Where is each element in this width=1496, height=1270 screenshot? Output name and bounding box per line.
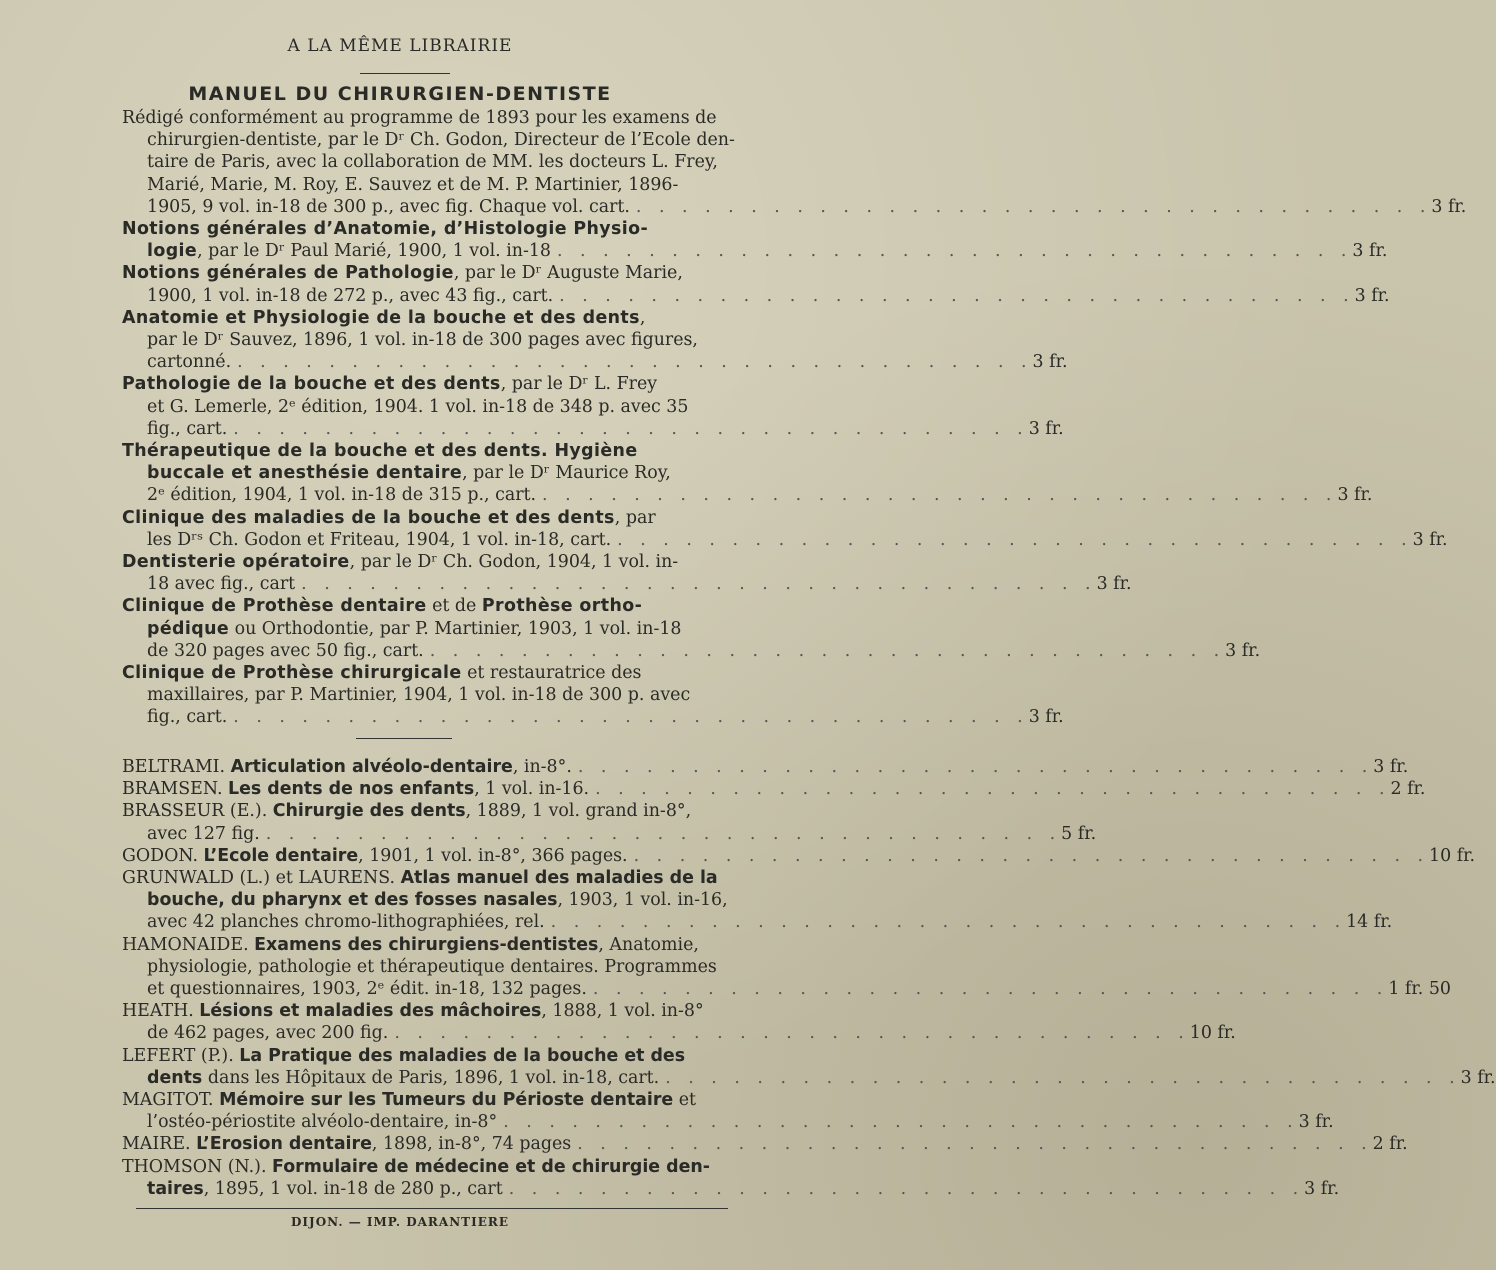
- book-title: Atlas manuel des maladies de la: [400, 868, 718, 889]
- book-details: et questionnaires, 1903, 2ᵉ édit. in-18, 132 pages.: [147, 979, 587, 1000]
- intro-line: Marié, Marie, M. Roy, E. Sauvez et de M. P. Martinier, 1896-: [147, 174, 679, 195]
- volume-details: ,: [639, 307, 646, 328]
- book-entry: BELTRAMI. Articulation alvéolo-dentaire, in-8°. . . . . . . . . . . . . . . . . . . . . . . . . . . . . . . . . . . . 3 fr.: [122, 757, 1409, 777]
- price: 10 fr.: [1429, 845, 1476, 866]
- price: 2 fr.: [1372, 1134, 1408, 1155]
- book-entry: GODON. L’Ecole dentaire, 1901, 1 vol. in-8°, 366 pages. . . . . . . . . . . . . . . . . . . . . . . . . . . . . . . . . . . . 10 fr.: [122, 845, 1476, 866]
- price: 3 fr.: [1337, 485, 1373, 506]
- page-header: A LA MÊME LIBRAIRIE: [287, 36, 513, 56]
- price: 3 fr.: [1225, 640, 1261, 661]
- divider: [136, 1208, 728, 1209]
- volume-details: fig., cart.: [147, 707, 228, 728]
- price: 3 fr.: [1431, 196, 1467, 217]
- volume-title: Notions générales d’Anatomie, d’Histologie Physio-: [122, 219, 649, 240]
- volume-details: 18 avec fig., cart: [147, 574, 296, 595]
- volume-title: buccale et anesthésie dentaire: [147, 463, 463, 484]
- price: 3 fr.: [1028, 707, 1064, 728]
- book-details: physiologie, pathologie et thérapeutique dentaires. Programmes: [147, 956, 717, 977]
- volume-details: et de: [426, 596, 482, 617]
- volume-entry: Notions générales de Pathologie, par le Dʳ Auguste Marie, 1900, 1 vol. in-18 de 272 p., avec 43 fig., cart. . . . . . . . . . . . . . . . . . . . . . . . . . . . . . . . . . . . 3 fr.: [122, 263, 1390, 306]
- book-details: , 1889, 1 vol. grand in-8°,: [465, 801, 692, 822]
- book-author: HAMONAIDE.: [122, 934, 249, 955]
- volume-entry: Pathologie de la bouche et des dents, par le Dʳ L. Frey et G. Lemerle, 2ᵉ édition, 1904. 1 vol. in-18 de 348 p. avec 35 fig., cart. . . . . . . . . . . . . . . . . . . . . . . . . . . . . . . . . . . . 3 fr.: [122, 374, 1064, 439]
- book-entry: HEATH. Lésions et maladies des mâchoires, 1888, 1 vol. in-8° de 462 pages, avec 200 fig. . . . . . . . . . . . . . . . . . . . . . . . . . . . . . . . . . . . 10 fr.: [122, 1001, 1236, 1044]
- printer-imprint: DIJON. — IMP. DARANTIERE: [291, 1215, 509, 1229]
- volume-title: pédique: [147, 618, 230, 639]
- book-details: , 1 vol. in-16.: [474, 779, 590, 800]
- price: 10 fr.: [1189, 1023, 1236, 1044]
- price: 14 fr.: [1346, 912, 1393, 933]
- book-entry: LEFERT (P.). La Pratique des maladies de la bouche et des dents dans les Hôpitaux de Paris, 1896, 1 vol. in-18, cart. . . . . . . . . . . . . . . . . . . . . . . . . . . . . . . . . . . . 3 fr.: [122, 1045, 1496, 1088]
- volume-details: cartonné.: [147, 352, 232, 373]
- book-details: , Anatomie,: [598, 934, 699, 955]
- book-entry: MAGITOT. Mémoire sur les Tumeurs du Périoste dentaire et l’ostéo-périostite alvéolo-dentaire, in-8° . . . . . . . . . . . . . . . . . . . . . . . . . . . . . . . . . . . 3 fr.: [122, 1090, 1334, 1133]
- price: 3 fr.: [1028, 418, 1064, 439]
- book-entry: BRAMSEN. Les dents de nos enfants, 1 vol. in-16. . . . . . . . . . . . . . . . . . . . . . . . . . . . . . . . . . . . 2 fr.: [122, 779, 1426, 800]
- divider: [356, 738, 452, 739]
- book-details: , in-8°.: [512, 757, 572, 777]
- book-author: HEATH.: [122, 1001, 194, 1022]
- volume-entry: Thérapeutique de la bouche et des dents. Hygiène buccale et anesthésie dentaire, par le Dʳ Maurice Roy, 2ᵉ édition, 1904, 1 vol. in-18 de 315 p., cart. . . . . . . . . . . . . . . . . . . . . . . . . . . . . . . . . . . . 3 fr.: [122, 441, 1373, 506]
- other-books-section: [122, 756, 1496, 1200]
- book-details: avec 42 planches chromo-lithographiées, rel.: [147, 912, 545, 933]
- book-title: Les dents de nos enfants: [228, 779, 475, 800]
- book-author: BELTRAMI.: [122, 757, 226, 777]
- book-details: l’ostéo-périostite alvéolo-dentaire, in-8°: [147, 1112, 498, 1133]
- volume-entry: Dentisterie opératoire, par le Dʳ Ch. Godon, 1904, 1 vol. in- 18 avec fig., cart . . . . . . . . . . . . . . . . . . . . . . . . . . . . . . . . . . . 3 fr.: [122, 552, 1132, 595]
- book-details: , 1898, in-8°, 74 pages: [371, 1134, 572, 1155]
- book-entry: MAIRE. L’Erosion dentaire, 1898, in-8°, 74 pages . . . . . . . . . . . . . . . . . . . . . . . . . . . . . . . . . . . 2 fr.: [122, 1134, 1408, 1155]
- book-title: L’Erosion dentaire: [196, 1134, 372, 1155]
- intro-paragraph: [122, 107, 1467, 218]
- book-entry: BRASSEUR (E.). Chirurgie des dents, 1889, 1 vol. grand in-8°, avec 127 fig. . . . . . . . . . . . . . . . . . . . . . . . . . . . . . . . . . . . 5 fr.: [122, 801, 1097, 844]
- book-title: La Pratique des maladies de la bouche et des: [239, 1045, 686, 1066]
- price: 3 fr.: [1460, 1067, 1496, 1088]
- volume-details: de 320 pages avec 50 fig., cart.: [147, 640, 424, 661]
- volume-entry: Clinique des maladies de la bouche et des dents, par les Dʳˢ Ch. Godon et Friteau, 1904, 1 vol. in-18, cart. . . . . . . . . . . . . . . . . . . . . . . . . . . . . . . . . . . . 3 fr.: [122, 507, 1448, 550]
- volume-details: , par le Dʳ Maurice Roy,: [462, 463, 671, 484]
- price: 3 fr.: [1304, 1178, 1340, 1199]
- book-author: MAGITOT.: [122, 1090, 214, 1111]
- book-details: , 1888, 1 vol. in-8°: [541, 1001, 704, 1022]
- price: 3 fr.: [1032, 352, 1068, 373]
- volume-entry: Anatomie et Physiologie de la bouche et des dents, par le Dʳ Sauvez, 1896, 1 vol. in-18 de 300 pages avec figures, cartonné. . . . . . . . . . . . . . . . . . . . . . . . . . . . . . . . . . . . 3 fr.: [122, 307, 1068, 373]
- volume-title: Clinique de Prothèse dentaire: [122, 596, 427, 617]
- volume-details: et restauratrice des: [461, 663, 642, 684]
- intro-line: taire de Paris, avec la collaboration de MM. les docteurs L. Frey,: [147, 152, 718, 173]
- volume-title: Thérapeutique de la bouche et des dents. Hygiène: [122, 441, 638, 462]
- volume-details: , par: [614, 507, 656, 528]
- volume-details: 2ᵉ édition, 1904, 1 vol. in-18 de 315 p., cart.: [147, 485, 537, 506]
- volume-details: ou Orthodontie, par P. Martinier, 1903, 1 vol. in-18: [229, 618, 682, 639]
- intro-line: Rédigé conformément au programme de 1893 pour les examens de: [122, 108, 717, 128]
- book-author: BRASSEUR (E.).: [122, 801, 268, 822]
- price: 3 fr.: [1352, 241, 1388, 262]
- volume-title: Prothèse ortho-: [481, 596, 643, 617]
- manual-section: [122, 107, 1467, 729]
- book-entry: HAMONAIDE. Examens des chirurgiens-dentistes, Anatomie, physiologie, pathologie et thérapeutique dentaires. Programmes et questionnaires, 1903, 2ᵉ édit. in-18, 132 pages. . . . . . . . . . . . . . . . . . . . . . . . . . . . . . . . . . . . 1 fr. 50: [122, 934, 1451, 1000]
- book-title: dents: [147, 1067, 203, 1088]
- volume-details: fig., cart.: [147, 418, 228, 439]
- intro-price-row: 1905, 9 vol. in-18 de 300 p., avec fig. Chaque vol. cart. . . . . . . . . . . . . . . . . . . . . . . . . . . . . . . . . . . . 3 fr.: [147, 196, 1467, 217]
- book-author: GRUNWALD (L.) et LAURENS.: [122, 868, 396, 889]
- volume-title: Notions générales de Pathologie: [122, 263, 454, 284]
- book-title: Mémoire sur les Tumeurs du Périoste dentaire: [219, 1090, 674, 1111]
- book-title: Articulation alvéolo-dentaire: [230, 757, 513, 777]
- price: 1 fr. 50: [1388, 979, 1451, 1000]
- price: 3 fr.: [1298, 1112, 1334, 1133]
- volume-title: logie: [147, 241, 198, 262]
- volume-details: les Dʳˢ Ch. Godon et Friteau, 1904, 1 vol. in-18, cart.: [147, 529, 612, 550]
- book-details: , 1901, 1 vol. in-8°, 366 pages.: [358, 845, 628, 866]
- volume-details: et G. Lemerle, 2ᵉ édition, 1904. 1 vol. in-18 de 348 p. avec 35: [147, 396, 689, 417]
- volume-details: maxillaires, par P. Martinier, 1904, 1 vol. in-18 de 300 p. avec: [147, 685, 691, 706]
- volume-details: , par le Dʳ Paul Marié, 1900, 1 vol. in-18: [197, 241, 551, 262]
- volume-details: , par le Dʳ L. Frey: [500, 374, 658, 395]
- book-author: LEFERT (P.).: [122, 1045, 234, 1066]
- book-details: de 462 pages, avec 200 fig.: [147, 1023, 389, 1044]
- volume-details: , par le Dʳ Ch. Godon, 1904, 1 vol. in-: [349, 552, 679, 573]
- book-details: , 1903, 1 vol. in-16,: [557, 890, 728, 911]
- book-details: et: [673, 1090, 697, 1111]
- main-title: MANUEL DU CHIRURGIEN-DENTISTE: [188, 83, 612, 105]
- price: 3 fr.: [1373, 757, 1409, 777]
- price: 3 fr.: [1096, 574, 1132, 595]
- intro-line: chirurgien-dentiste, par le Dʳ Ch. Godon, Directeur de l’Ecole den-: [147, 130, 735, 151]
- book-author: THOMSON (N.).: [122, 1156, 267, 1177]
- volume-title: Anatomie et Physiologie de la bouche et des dents: [122, 307, 640, 328]
- price: 3 fr.: [1354, 285, 1390, 306]
- book-details: , 1895, 1 vol. in-18 de 280 p., cart: [203, 1178, 503, 1199]
- price: 5 fr.: [1061, 823, 1097, 844]
- divider: [360, 73, 450, 74]
- volume-entry: Notions générales d’Anatomie, d’Histologie Physio- logie, par le Dʳ Paul Marié, 1900, 1 vol. in-18 . . . . . . . . . . . . . . . . . . . . . . . . . . . . . . . . . . . 3 fr.: [122, 219, 1388, 262]
- book-author: BRAMSEN.: [122, 779, 223, 800]
- price: 3 fr.: [1412, 529, 1448, 550]
- book-title: L’Ecole dentaire: [203, 845, 359, 866]
- volume-details: par le Dʳ Sauvez, 1896, 1 vol. in-18 de 300 pages avec figures,: [147, 330, 698, 351]
- book-author: MAIRE.: [122, 1134, 191, 1155]
- book-title: Examens des chirurgiens-dentistes: [254, 934, 599, 955]
- book-title: Formulaire de médecine et de chirurgie den-: [272, 1156, 710, 1177]
- book-entry: THOMSON (N.). Formulaire de médecine et de chirurgie den- taires, 1895, 1 vol. in-18 de 280 p., cart . . . . . . . . . . . . . . . . . . . . . . . . . . . . . . . . . . . 3 fr.: [122, 1156, 1340, 1199]
- volume-entry: Clinique de Prothèse dentaire et de Prothèse ortho- pédique ou Orthodontie, par P. Martinier, 1903, 1 vol. in-18 de 320 pages avec 50 fig., cart. . . . . . . . . . . . . . . . . . . . . . . . . . . . . . . . . . . . 3 fr.: [122, 596, 1261, 661]
- book-details: dans les Hôpitaux de Paris, 1896, 1 vol. in-18, cart.: [202, 1067, 660, 1088]
- book-entry: GRUNWALD (L.) et LAURENS. Atlas manuel des maladies de la bouche, du pharynx et des fosses nasales, 1903, 1 vol. in-16, avec 42 planches chromo-lithographiées, rel. . . . . . . . . . . . . . . . . . . . . . . . . . . . . . . . . . . . 14 fr.: [122, 868, 1393, 933]
- book-author: GODON.: [122, 845, 198, 866]
- intro-line: 1905, 9 vol. in-18 de 300 p., avec fig. Chaque vol. cart.: [147, 196, 630, 217]
- book-title: Lésions et maladies des mâchoires: [199, 1001, 542, 1022]
- volume-entry: Clinique de Prothèse chirurgicale et restauratrice des maxillaires, par P. Martinier, 1904, 1 vol. in-18 de 300 p. avec fig., cart. . . . . . . . . . . . . . . . . . . . . . . . . . . . . . . . . . . . 3 fr.: [122, 663, 1064, 728]
- price: 2 fr.: [1390, 779, 1426, 800]
- volume-title: Clinique des maladies de la bouche et des dents: [122, 507, 615, 528]
- book-title: Chirurgie des dents: [272, 801, 466, 822]
- volume-details: , par le Dʳ Auguste Marie,: [453, 263, 683, 284]
- book-title: taires: [147, 1178, 204, 1199]
- volume-title: Clinique de Prothèse chirurgicale: [122, 663, 462, 684]
- volume-title: Pathologie de la bouche et des dents: [122, 374, 501, 395]
- volume-details: 1900, 1 vol. in-18 de 272 p., avec 43 fig., cart.: [147, 285, 554, 306]
- book-details: avec 127 fig.: [147, 823, 260, 844]
- volume-title: Dentisterie opératoire: [122, 552, 350, 573]
- book-title: bouche, du pharynx et des fosses nasales: [147, 890, 558, 911]
